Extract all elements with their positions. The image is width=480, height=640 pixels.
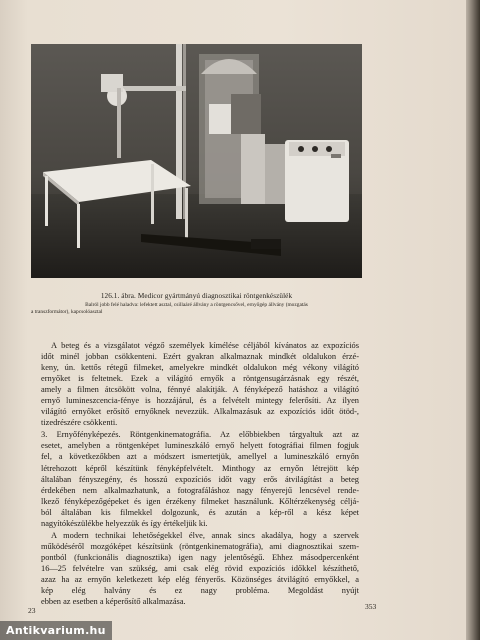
- text-line: keny, ún. kettős rétegű filmeket, amelyekre mindkét oldalukon még vékony világító: [41, 363, 359, 373]
- text-line: általában fényszegény, és hosszú expozíciós időt vagy erős átvilágítást a beteg: [41, 474, 359, 484]
- text-line: 16—25 felvételre van szükség, ami csak elég rövid expozíciós időkkel készíthető,: [41, 563, 359, 573]
- text-line: A beteg és a vizsgálatot végző személyek kímélése céljából kívánatos az expozíciós: [51, 341, 359, 350]
- watermark-logo: Antikvarium.hu: [0, 621, 112, 640]
- text-line: fel, a következőkben azt a módszert ismertetjük, amellyel a lumineszkáló ernyőn: [41, 452, 359, 462]
- figure-photo: [31, 44, 362, 278]
- text-line: azaz ha az ernyőn keletkezett kép elég fényerős. Közönséges átvilágító ernyőkkel, a: [41, 574, 359, 584]
- text-line: esetet, amelyben a röntgenképet lumineszkáló ernyő helyett fotográfiai filmen fogjuk: [41, 441, 359, 451]
- text-line: A modern technikai lehetőségekkel élve, annak sincs akadálya, hogy a szervek: [51, 530, 359, 540]
- body-text: [31, 340, 359, 608]
- text-line: létrehozott képről készítünk fényképfelvételt. Minthogy az ernyőn létrejött kép: [41, 463, 359, 473]
- xray-equipment-photo: [31, 44, 362, 278]
- paragraph-2: [31, 429, 359, 528]
- text-line: tizedrészére csökkenti.: [41, 418, 118, 428]
- subcaption-line: a transzformátor), kapcsolóasztal: [31, 309, 103, 315]
- text-line: 3. Ernyőfényképezés. Röntgenkinematográfia. Az előbbiekben tárgyaltuk azt az: [41, 430, 359, 440]
- paragraph-1: [31, 340, 359, 428]
- text-line: ernyő lumineszcencia-fénye is hozzájárul, és a felvételt mintegy felerősíti. Az ilyen: [41, 396, 359, 406]
- figure-subcaption: [31, 302, 362, 316]
- text-line: időt minél jobban csökkenteni. Ezért gyakran alkalmaznak mindkét oldalukon érzé-: [41, 352, 359, 362]
- text-line: világító ernyőket erősítő ernyőknek nevezzük. Alkalmazásuk az expozíciós időt ötöd-,: [41, 407, 359, 417]
- paragraph-3: [31, 530, 359, 607]
- figure-caption: 126.1. ábra. Medicor gyártmányú diagnosztikai röntgenkészülék: [100, 292, 293, 300]
- page-number: 353: [365, 602, 377, 611]
- text-line: nagyítókészülékbe helyezzük és így értékeljük ki.: [41, 518, 208, 528]
- text-line: ból általában kis filmekkel dolgozunk, és azután a kép-ről a kész képet: [41, 507, 359, 517]
- text-line: ernyőket is feltetnek. Ezek a világító ernyők a röntgensugárzásnak egy részét,: [41, 374, 359, 384]
- subcaption-line: Balról jobb felé haladva: lefektett asztal, csillaáré állvány a röntgencsővel, ernyőgép állvány (mozgatás: [85, 302, 308, 308]
- text-line: ebben az esetben a képerősítő alkalmazása.: [41, 597, 186, 607]
- footer-signature-number: 23: [28, 606, 36, 615]
- text-line: érdekében nem alkalmazhatunk, a fotografáláshoz nagy fényerejű lencsével rende-: [41, 485, 359, 495]
- text-line: pontból (funkcionális diagnosztika) igen nagy jelentőségű. Ehhez másodpercenként: [41, 552, 359, 562]
- text-line: amely a filmen átcsökött volna, fénnyé alakítják. A fényképező hatáshoz a világító: [41, 385, 359, 395]
- text-line: kép elég halvány és ez nagy probléma. Megoldást nyújt: [41, 586, 359, 596]
- text-line: működéséről mozgóképet készítsünk (röntgenkinematográfia), ami diagnosztikai szem-: [41, 541, 359, 551]
- page-edge: [466, 0, 480, 640]
- text-line: lkező fényképezőgépeket és igen érzékeny filmeket használunk. Kőltérzékenység céljá-: [41, 496, 359, 506]
